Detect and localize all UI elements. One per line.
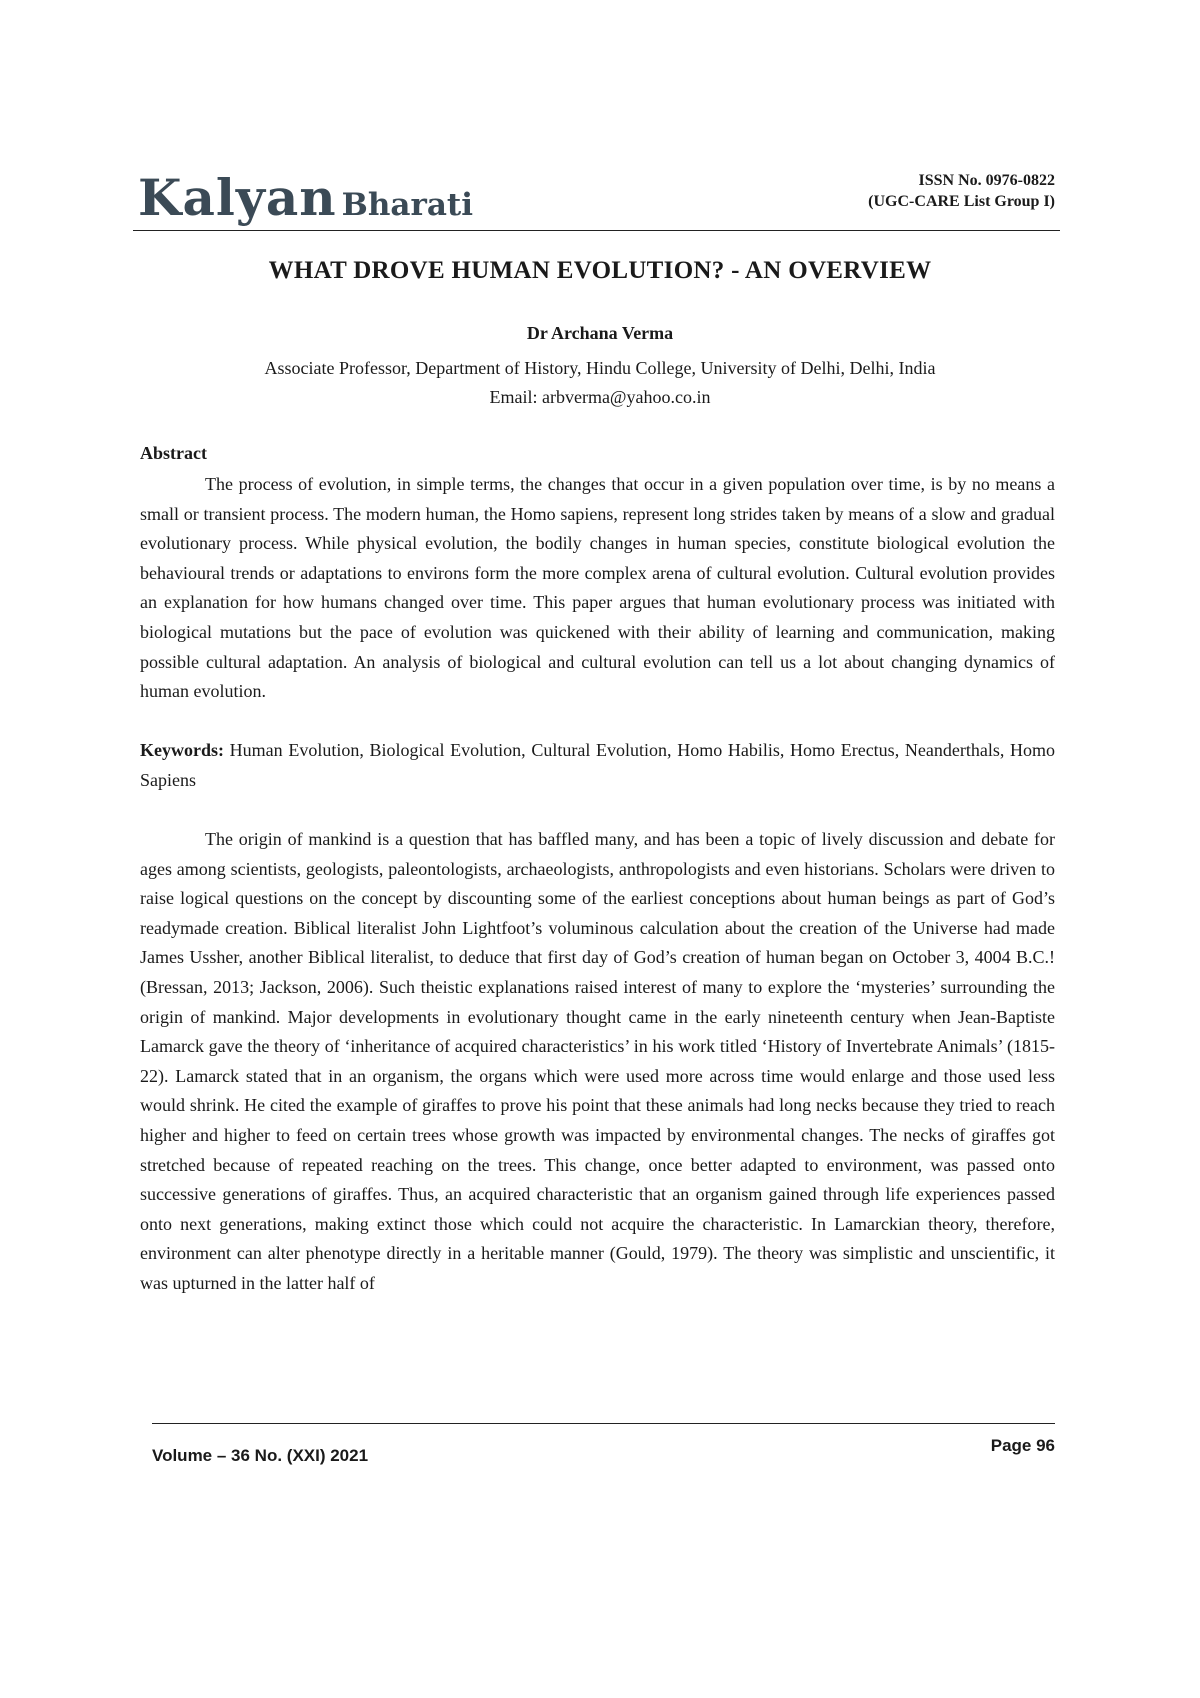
keywords-list: Human Evolution, Biological Evolution, Cultural Evolution, Homo Habilis, Homo Erectus, Neanderthals, Homo Sapiens [140,740,1055,790]
footer-divider [152,1423,1055,1424]
logo-bharati: Bharati [341,187,473,223]
issn-number: ISSN No. 0976-0822 [918,172,1055,189]
body-paragraph: The origin of mankind is a question that has baffled many, and has been a topic of lively discussion and debate for ages among scientists, geologists, paleontologists, archaeologists, anthropologists and even historians. Scholars were driven to raise logical questions on the concept by discounting some of the earliest conceptions about human beings as part of God’s readymade creation. Biblical literalist John Lightfoot’s voluminous calculation about the creation of the Universe had made James Ussher, another Biblical literalist, to deduce that first day of God’s creation of human began on October 3, 4004 B.C.! (Bressan, 2013; Jackson, 2006). Such theistic explanations raised interest of many to explore the ‘mysteries’ surrounding the origin of mankind. Major developments in evolutionary thought came in the early nineteenth century when Jean-Baptiste Lamarck gave the theory of ‘inheritance of acquired characteristics’ in his work titled ‘History of Invertebrate Animals’ (1815-22). Lamarck stated that in an organism, the organs which were used more across time would enlarge and those used less would shrink. He cited the example of giraffes to prove his point that these animals had long necks because they tried to reach higher and higher to feed on certain trees whose growth was impacted by environmental changes. The necks of giraffes got stretched because of repeated reaching on the trees. This change, once better adapted to environment, was passed onto successive generations of giraffes. Thus, an acquired characteristic that an organism gained through life experiences passed onto next generations, making extinct those which could not acquire the characteristic. In Lamarckian theory, therefore, environment can alter phenotype directly in a heritable manner (Gould, 1979). The theory was simplistic and unscientific, it was upturned in the latter half of [140,829,1055,1293]
journal-logo [138,168,473,227]
author-email: Email: arbverma@yahoo.co.in [489,387,711,407]
logo-kalyan: Kalyan [138,168,337,227]
volume-info: Volume – 36 No. (XXI) 2021 [152,1446,369,1465]
keywords-paragraph [140,736,1055,795]
keywords-label: Keywords: [140,740,224,760]
masthead [138,168,1055,236]
page-number: Page 96 [990,1436,1055,1455]
article-title: WHAT DROVE HUMAN EVOLUTION? - AN OVERVIEW [268,257,932,284]
author-details [100,354,1100,412]
ugc-care-group: (UGC-CARE List Group I) [868,193,1055,210]
header-divider [133,230,1060,231]
abstract-paragraph: The process of evolution, in simple terms, the changes that occur in a given population over time, is by no means a small or transient process. The modern human, the Homo sapiens, represent long strides taken by means of a slow and gradual evolutionary process. While physical evolution, the bodily changes in human species, constitute biological evolution the behavioural trends or adaptations to environs form the more complex arena of cultural evolution. Cultural evolution provides an explanation for how humans changed over time. This paper argues that human evolutionary process was initiated with biological mutations but the pace of evolution was quickened with their ability of learning and communication, making possible cultural adaptation. An analysis of biological and cultural evolution can tell us a lot about changing dynamics of human evolution. [140,474,1055,702]
issn-block [868,170,1055,212]
abstract-heading: Abstract [140,443,207,463]
author-name: Dr Archana Verma [526,323,674,343]
author-affiliation: Associate Professor, Department of History, Hindu College, University of Delhi, Delhi, India [264,358,936,378]
